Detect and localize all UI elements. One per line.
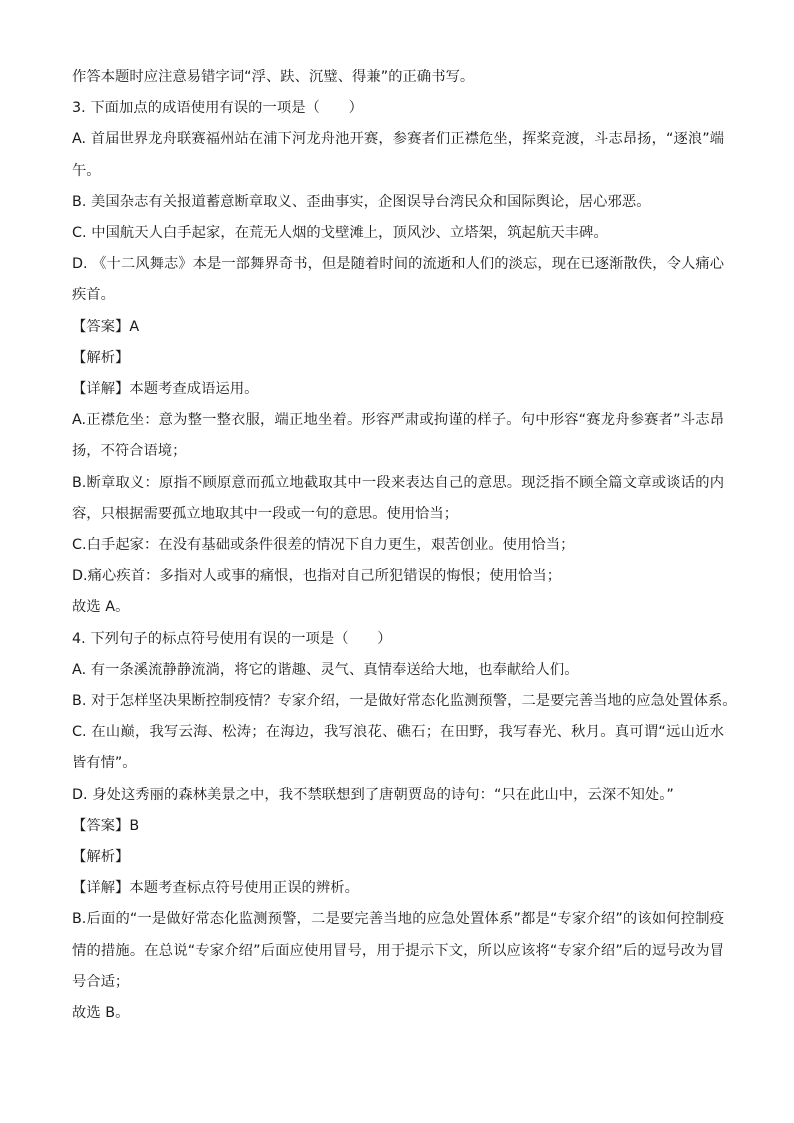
question-4-option-c: C. 在山巅，我写云海、松涛；在海边，我写浪花、礁石；在田野，我写春光、秋月。真可谓“远山近水皆有情”。: [72, 724, 724, 772]
question-3-explain-d: D.痛心疾首：多指对人或事的痛恨，也指对自己所犯错误的悔恨；使用恰当；: [72, 568, 562, 585]
question-3-explain-c: C.白手起家：在没有基础或条件很差的情况下自力更生，艰苦创业。使用恰当；: [72, 537, 575, 554]
question-3-option-b: B. 美国杂志有关报道蓄意断章取义、歪曲事实，企图误导台湾民众和国际舆论，居心邪恶。: [72, 193, 651, 210]
question-3-explain-a: A.正襟危坐：意为整一整衣服，端正地坐着。形容严肃或拘谨的样子。句中形容“赛龙舟参赛者”斗志昂扬，不符合语境；: [72, 412, 724, 460]
question-3-choice: 故选 A。: [72, 599, 130, 616]
question-4-choice: 故选 B。: [72, 1005, 130, 1022]
question-3-answer: 【答案】A: [72, 318, 140, 335]
question-3-explain-b: B.断章取义：原指不顾原意而孤立地截取其中一段来表达自己的意思。现泛指不顾全篇文章或谈话的内容，只根据需要孤立地取其中一段或一句的意思。使用恰当；: [72, 474, 724, 522]
question-3-option-d: D. 《十二风舞志》本是一部舞界奇书，但是随着时间的流逝和人们的淡忘，现在已逐渐散佚，令人痛心疾首。: [72, 256, 724, 304]
question-4-option-d: D. 身处这秀丽的森林美景之中，我不禁联想到了唐朝贾岛的诗句：“只在此山中，云深不知处。”: [72, 786, 674, 803]
question-3-detail: 【详解】本题考查成语运用。: [72, 381, 259, 398]
question-3-option-c: C. 中国航天人白手起家，在荒无人烟的戈壁滩上，顶风沙、立塔架，筑起航天丰碑。: [72, 225, 608, 242]
question-4-option-a: A. 有一条溪流静静流淌，将它的谐趣、灵气、真情奉送给大地，也奉献给人们。: [72, 661, 579, 678]
question-4-detail: 【详解】本题考查标点符号使用正误的辨析。: [72, 880, 359, 897]
question-4-answer: 【答案】B: [72, 817, 140, 834]
question-4-option-b: B. 对于怎样坚决果断控制疫情？专家介绍，一是做好常态化监测预警，二是要完善当地的应急处置体系。: [72, 693, 737, 710]
question-3-analysis-heading: 【解析】: [72, 349, 130, 366]
document-page: [72, 62, 737, 1029]
question-4-stem: 4. 下列句子的标点符号使用有误的一项是（ ）: [72, 630, 392, 647]
question-3-stem: 3. 下面加点的成语使用有误的一项是（ ）: [72, 100, 363, 117]
question-4-analysis-heading: 【解析】: [72, 849, 130, 866]
question-4-explain-b: B.后面的“一是做好常态化监测预警，二是要完善当地的应急处置体系”都是“专家介绍”的该如何控制疫情的措施。在总说“专家介绍”后面应使用冒号，用于提示下文，所以应该将“专家介绍”后的逗号改为冒号合适；: [72, 911, 724, 990]
question-3-option-a: A. 首届世界龙舟联赛福州站在浦下河龙舟池开赛，参赛者们正襟危坐，挥桨竞渡，斗志昂扬，“逐浪”端午。: [72, 131, 724, 179]
text-line-1: 作答本题时应注意易错字词“浮、趺、沉璧、得兼”的正确书写。: [72, 69, 475, 85]
